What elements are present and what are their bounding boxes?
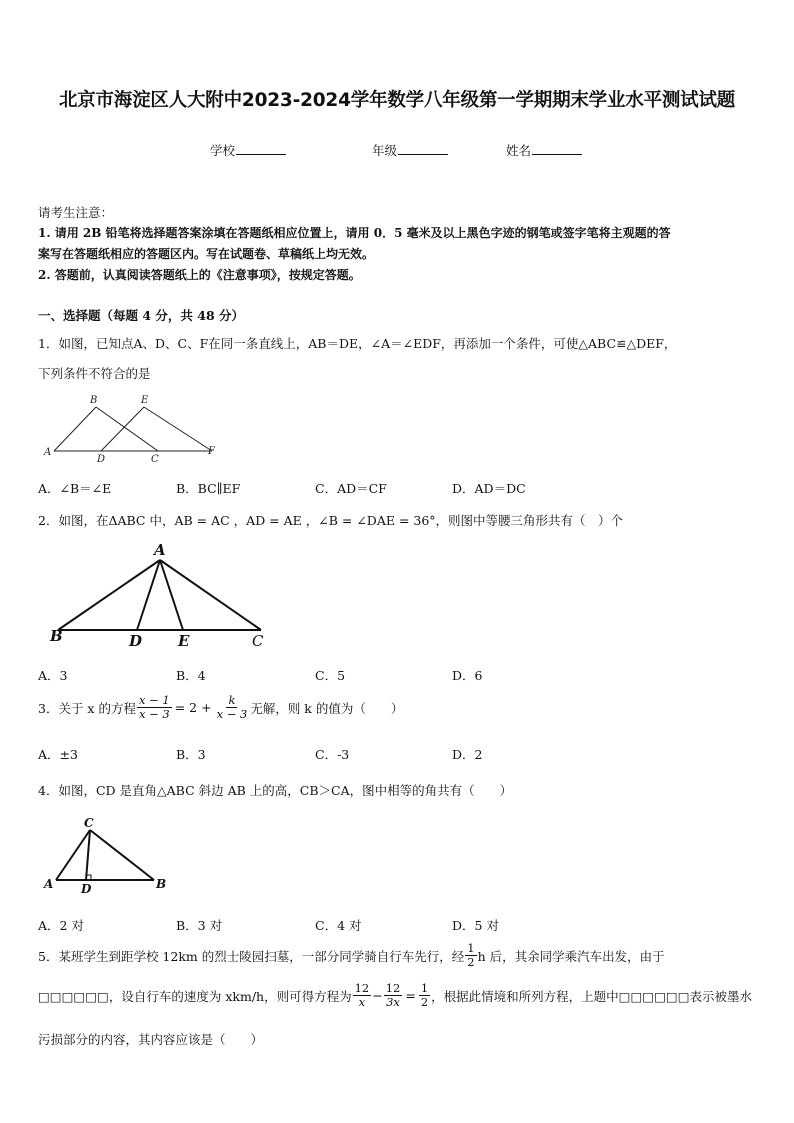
q5-frac3-den: 2	[420, 995, 429, 1009]
q2-option-b[interactable]: B．4	[176, 668, 206, 683]
q5-line1-post: h 后，其余同学乘汽车出发，由于	[477, 948, 665, 964]
q4-label-c: C	[84, 816, 94, 830]
q3-frac1-num: x − 1	[138, 693, 170, 707]
q5-line3: 污损部分的内容，其内容应该是（ ）	[38, 1032, 264, 1047]
q4-label-a: A	[44, 877, 54, 891]
notice-line1a: 1. 请用 2B 铅笔将选择题答案涂填在答题纸相应位置上，请用 0．5 毫米及以上黑色字迹的钢笔或签字笔将主观题的答	[38, 226, 671, 240]
q2-option-c[interactable]: C．5	[315, 668, 346, 683]
q2-segment-ae	[160, 560, 183, 630]
q3-option-d[interactable]: D．2	[452, 747, 483, 762]
q5-half-den: 2	[467, 955, 475, 969]
q1-figure	[40, 390, 230, 466]
q3-fraction-2	[215, 694, 250, 721]
q1-label-d: D	[97, 454, 106, 465]
q4-figure	[40, 812, 180, 898]
q4-option-c[interactable]: C．4 对	[315, 918, 362, 933]
q5-line1-pre: 5．某班学生到距学校 12km 的烈士陵园扫墓，一部分同学骑自行车先行，经	[38, 948, 465, 964]
q4-segment-ac	[56, 830, 90, 880]
q3-option-a[interactable]: A．±3	[38, 747, 78, 762]
q5-frac3-num: 1	[420, 981, 429, 995]
q4-option-a[interactable]: A．2 对	[38, 918, 84, 933]
q3-post: 无解，则 k 的值为（ ）	[250, 700, 404, 716]
grade-blank[interactable]	[398, 144, 448, 155]
q5-frac3	[419, 982, 430, 1009]
q1-option-c[interactable]: C．AD＝CF	[315, 481, 387, 496]
q1-segment-ef	[144, 407, 212, 451]
q5-frac2	[384, 982, 403, 1009]
q1-option-a[interactable]: A．∠B＝∠E	[38, 481, 112, 496]
q4-option-d[interactable]: D．5 对	[452, 918, 499, 933]
q5-minus: −	[372, 988, 383, 1003]
q4-segment-cd	[86, 830, 90, 880]
name-blank[interactable]	[532, 144, 582, 155]
q1-text-line1: 1．如图，已知点A、D、C、F在同一条直线上，AB＝DE，∠A＝∠EDF，再添加一个条件，可使△ABC≌△DEF，	[38, 336, 677, 351]
q5-line2	[38, 982, 752, 1009]
q3-frac2-den: x − 3	[216, 707, 248, 721]
notice-line1b: 案写在答题纸相应的答题区内。写在试题卷、草稿纸上均无效。	[38, 247, 375, 261]
school-label: 学校	[210, 143, 236, 158]
q3-text	[38, 694, 403, 721]
q2-option-d[interactable]: D．6	[452, 668, 483, 683]
q4-label-b: B	[156, 877, 167, 891]
q2-label-c: C	[252, 632, 264, 650]
q5-half-fraction	[465, 942, 476, 969]
name-label: 姓名	[506, 143, 532, 158]
q2-figure	[40, 538, 280, 654]
q3-option-b[interactable]: B．3	[176, 747, 206, 762]
q1-option-d[interactable]: D．AD＝DC	[452, 481, 526, 496]
q3-pre: 3．关于 x 的方程	[38, 700, 136, 716]
q4-label-d: D	[81, 882, 92, 896]
q1-text-line2: 下列条件不符合的是	[38, 366, 151, 381]
q2-label-d: D	[129, 632, 143, 650]
q1-option-b[interactable]: B．BC∥EF	[176, 481, 241, 496]
q5-frac1-den: x	[358, 995, 366, 1009]
q4-segment-cb	[90, 830, 154, 880]
school-blank[interactable]	[236, 144, 286, 155]
q5-line2-post: ，根据此情境和所列方程，上题中□□□□□□表示被墨水	[431, 988, 753, 1004]
notice-heading: 请考生注意：	[38, 205, 114, 220]
q1-segment-de	[101, 407, 144, 451]
q1-segment-bc	[96, 407, 158, 451]
q1-label-e: E	[141, 395, 149, 406]
q2-segment-ab	[58, 560, 160, 630]
q3-frac1-den: x − 3	[138, 707, 170, 721]
q1-label-c: C	[151, 454, 159, 465]
q1-label-f: F	[208, 446, 215, 457]
q3-frac2-num: k	[228, 693, 236, 707]
q5-frac2-num: 12	[385, 981, 401, 995]
q5-equals: =	[405, 988, 416, 1003]
q2-label-e: E	[178, 632, 190, 650]
q3-mid: = 2 +	[174, 700, 212, 715]
q4-text: 4．如图，CD 是直角△ABC 斜边 AB 上的高，CB＞CA，图中相等的角共有（ ）	[38, 783, 513, 798]
grade-field[interactable]	[372, 141, 448, 159]
q2-segment-ac	[160, 560, 261, 630]
q3-fraction-1	[137, 694, 172, 721]
grade-label: 年级	[372, 143, 398, 158]
section-heading: 一、选择题（每题 4 分，共 48 分）	[38, 308, 245, 323]
q1-label-b: B	[90, 395, 98, 406]
q3-option-c[interactable]: C．-3	[315, 747, 350, 762]
notice-line2: 2. 答题前，认真阅读答题纸上的《注意事项》，按规定答题。	[38, 268, 361, 282]
q5-frac2-den: 3x	[386, 995, 400, 1009]
q4-option-b[interactable]: B．3 对	[176, 918, 223, 933]
q5-half-num: 1	[467, 941, 475, 955]
q1-segment-ab	[54, 407, 96, 451]
q2-label-b: B	[50, 627, 63, 645]
q2-option-a[interactable]: A．3	[38, 668, 68, 683]
q5-frac1-num: 12	[354, 981, 370, 995]
q2-label-a: A	[154, 541, 166, 559]
name-field[interactable]	[506, 141, 582, 159]
q5-line2-pre: □□□□□□，设自行车的速度为 xkm/h，则可得方程为	[38, 988, 352, 1004]
q2-text: 2．如图，在ΔABC 中，AB = AC ，AD = AE ，∠B = ∠DAE = 36°，则图中等腰三角形共有（ ）个	[38, 513, 624, 528]
page-title: 北京市海淀区人大附中2023-2024学年数学八年级第一学期期末学业水平测试试题	[58, 90, 736, 111]
q2-segment-ad	[137, 560, 160, 630]
q5-line1	[38, 942, 665, 969]
q5-frac1	[353, 982, 372, 1009]
q1-label-a: A	[44, 447, 52, 458]
school-field[interactable]	[210, 141, 286, 159]
